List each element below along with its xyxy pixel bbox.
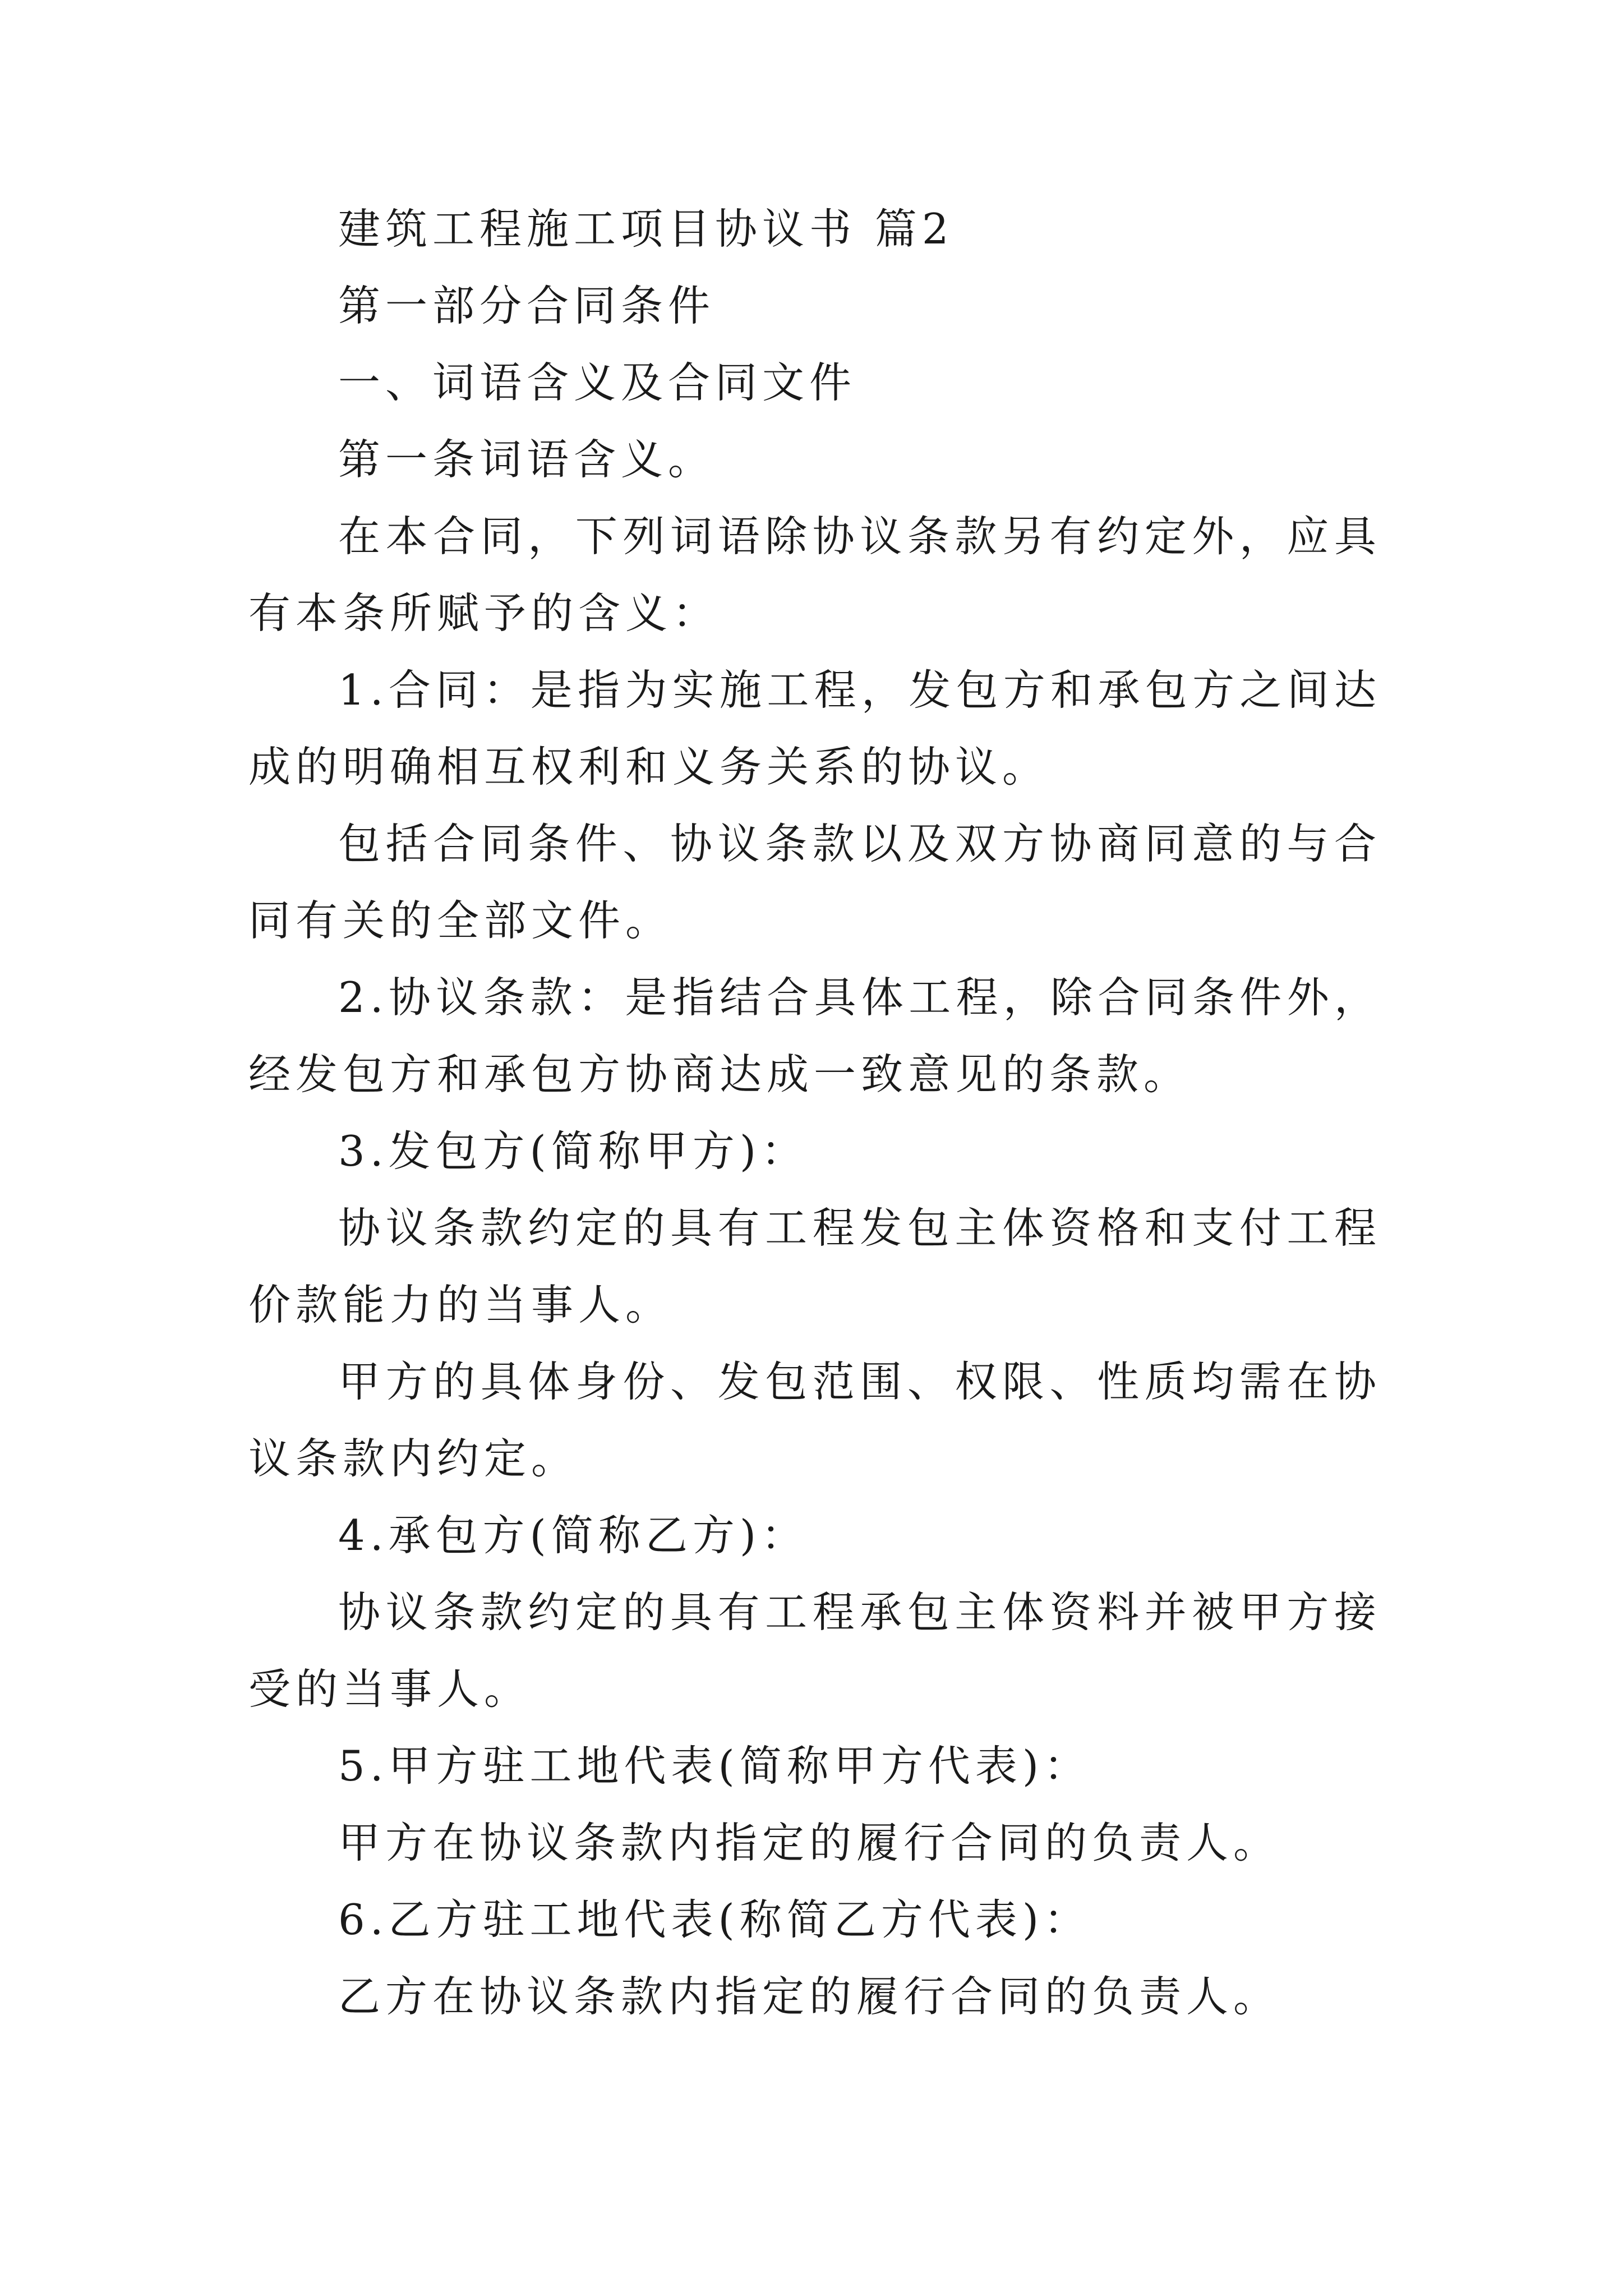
paragraph-contractor-rep-definition: 乙方在协议条款内指定的履行合同的负责人。 <box>338 1972 1281 2021</box>
paragraph-contract-scope: 包括合同条件、协议条款以及双方协商同意的与合同有关的全部文件。 <box>248 819 1381 945</box>
paragraph-intro: 在本合同，下列词语除协议条款另有约定外，应具有本条所赋予的含义： <box>248 512 1381 638</box>
part-heading: 第一部分合同条件 <box>338 281 716 330</box>
paragraph-employer-definition: 协议条款约定的具有工程发包主体资格和支付工程价款能力的当事人。 <box>248 1203 1381 1329</box>
document-body <box>248 191 1381 2035</box>
paragraph-employer-rep-definition: 甲方在协议条款内指定的履行合同的负责人。 <box>338 1818 1281 1867</box>
paragraph-contractor-definition: 协议条款约定的具有工程承包主体资料并被甲方接受的当事人。 <box>248 1588 1381 1714</box>
section-title: 建筑工程施工项目协议书 篇2 <box>338 204 954 254</box>
chapter-heading: 一、词语含义及合同文件 <box>338 358 857 407</box>
paragraph-contract-definition: 1.合同：是指为实施工程，发包方和承包方之间达成的明确相互权利和义务关系的协议。 <box>248 665 1381 792</box>
paragraph-employer-heading: 3.发包方(简称甲方)： <box>338 1126 809 1176</box>
paragraph-agreement-terms: 2.协议条款：是指结合具体工程，除合同条件外，经发包方和承包方协商达成一致意见的条款。 <box>248 973 1381 1099</box>
paragraph-contractor-rep-heading: 6.乙方驻工地代表(称简乙方代表)： <box>338 1895 1091 1944</box>
paragraph-contractor-heading: 4.承包方(简称乙方)： <box>338 1511 809 1560</box>
article-heading: 第一条词语含义。 <box>338 435 716 484</box>
paragraph-employer-details: 甲方的具体身份、发包范围、权限、性质均需在协议条款内约定。 <box>248 1357 1381 1483</box>
paragraph-employer-rep-heading: 5.甲方驻工地代表(简称甲方代表)： <box>338 1741 1091 1791</box>
